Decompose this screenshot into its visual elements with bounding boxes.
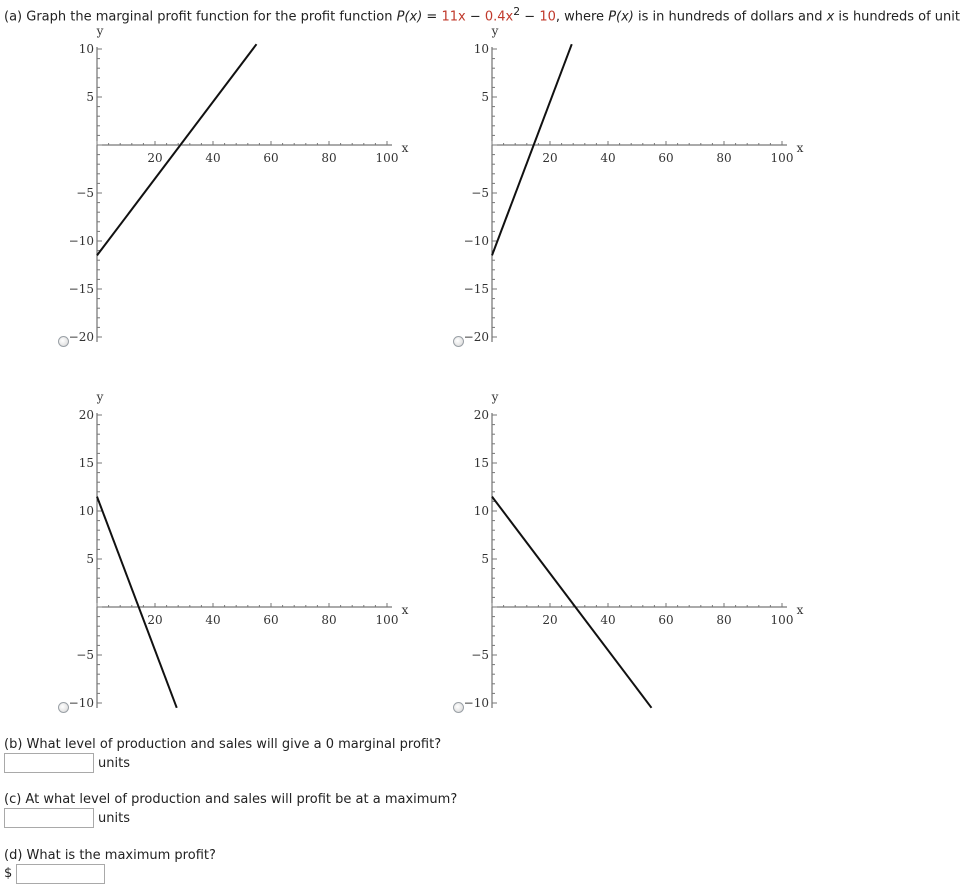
answer-b-input[interactable] <box>4 753 94 773</box>
radio-option-a[interactable] <box>58 336 69 347</box>
graph-b-y-tick-label: −20 <box>463 330 489 344</box>
equals-sign: = <box>422 9 442 25</box>
graph-c-y-tick-label: −10 <box>68 696 94 710</box>
graph-b-x-tick-label: 40 <box>600 151 616 165</box>
answer-d-input[interactable] <box>16 864 105 884</box>
graph-d-y-axis-label: y <box>491 390 499 404</box>
graph-c-x-tick-label: 100 <box>375 613 399 627</box>
x-variable: x <box>826 9 835 25</box>
formula-term-1: 11x <box>441 9 466 25</box>
graph-b-x-axis-label: x <box>796 141 804 155</box>
graph-d-x-tick-label: 60 <box>658 613 674 627</box>
graph-c-x-axis-label: x <box>401 603 409 617</box>
minus-sign-1: − <box>465 9 485 25</box>
radio-option-d[interactable] <box>453 702 464 713</box>
currency-symbol: $ <box>4 866 13 881</box>
graph-b-y-tick-label: −15 <box>463 282 489 296</box>
graph-d-function-line <box>492 497 652 708</box>
answer-c-input[interactable] <box>4 808 94 828</box>
question-d-text: (d) What is the maximum profit? <box>4 848 216 863</box>
minus-sign-2: − <box>520 9 540 25</box>
graph-b-y-tick-label: 5 <box>481 90 489 104</box>
graph-b-x-tick-label: 80 <box>716 151 732 165</box>
graph-b-y-tick-label: 10 <box>473 42 489 56</box>
graph-c-x-tick-label: 20 <box>147 613 163 627</box>
graph-b-y-axis-label: y <box>491 24 499 38</box>
graph-a-y-tick-label: −5 <box>76 186 94 200</box>
answer-c-unit: units <box>98 811 130 826</box>
graph-a-x-tick-label: 40 <box>205 151 221 165</box>
question-a-mid: , where <box>555 9 609 25</box>
formula-exponent: 2 <box>513 5 521 18</box>
profit-function-label-2: P(x) <box>608 9 634 25</box>
graph-d-y-tick-label: 5 <box>481 552 489 566</box>
profit-function-label: P(x) <box>396 9 423 25</box>
graph-c-function-line <box>97 497 177 708</box>
question-b-text: (b) What level of production and sales will give a 0 marginal profit? <box>4 737 442 752</box>
graph-d-y-tick-label: −5 <box>471 648 489 662</box>
graph-d-y-tick-label: 10 <box>473 504 489 518</box>
graph-d-x-tick-label: 20 <box>542 613 558 627</box>
graph-a-x-tick-label: 20 <box>147 151 163 165</box>
graph-a-y-tick-label: 5 <box>86 90 94 104</box>
radio-option-b[interactable] <box>453 336 464 347</box>
graph-a-x-tick-label: 100 <box>375 151 399 165</box>
radio-option-c[interactable] <box>58 702 69 713</box>
graph-a-x-axis-label: x <box>401 141 409 155</box>
graph-d-x-tick-label: 80 <box>716 613 732 627</box>
graph-d-x-tick-label: 40 <box>600 613 616 627</box>
graph-a-x-tick-label: 80 <box>321 151 337 165</box>
graph-c-y-tick-label: 20 <box>78 408 94 422</box>
graph-c-x-tick-label: 60 <box>263 613 279 627</box>
question-a-middle: is in hundreds of dollars and <box>633 9 827 25</box>
graph-d-x-tick-label: 100 <box>770 613 794 627</box>
graph-c-y-tick-label: −5 <box>76 648 94 662</box>
graph-b-x-tick-label: 100 <box>770 151 794 165</box>
graph-a-y-tick-label: −20 <box>68 330 94 344</box>
graph-c-y-tick-label: 5 <box>86 552 94 566</box>
graph-c-y-tick-label: 10 <box>78 504 94 518</box>
graph-d-y-tick-label: 20 <box>473 408 489 422</box>
graph-a-y-tick-label: −10 <box>68 234 94 248</box>
question-a-suffix: is hundreds of unit <box>834 9 960 25</box>
graph-a-function-line <box>97 44 257 255</box>
graph-b-x-tick-label: 20 <box>542 151 558 165</box>
answer-b-unit: units <box>98 756 130 771</box>
question-a-prefix: (a) Graph the marginal profit function for the profit function <box>4 9 397 25</box>
graph-d-y-tick-label: 15 <box>473 456 489 470</box>
graph-c-x-tick-label: 80 <box>321 613 337 627</box>
graph-a-y-tick-label: 10 <box>78 42 94 56</box>
graph-c-y-axis-label: y <box>96 390 104 404</box>
graph-c-x-tick-label: 40 <box>205 613 221 627</box>
question-c-text: (c) At what level of production and sales will profit be at a maximum? <box>4 792 458 807</box>
graph-a-y-axis-label: y <box>96 24 104 38</box>
formula-term-3: 10 <box>539 9 556 25</box>
graph-c-y-tick-label: 15 <box>78 456 94 470</box>
graph-b-function-line <box>492 44 572 255</box>
graph-a-x-tick-label: 60 <box>263 151 279 165</box>
graph-d-y-tick-label: −10 <box>463 696 489 710</box>
graph-b-x-tick-label: 60 <box>658 151 674 165</box>
graph-b-y-tick-label: −5 <box>471 186 489 200</box>
graph-d-x-axis-label: x <box>796 603 804 617</box>
graph-b-y-tick-label: −10 <box>463 234 489 248</box>
formula-term-2: 0.4x <box>484 9 514 25</box>
graph-a-y-tick-label: −15 <box>68 282 94 296</box>
